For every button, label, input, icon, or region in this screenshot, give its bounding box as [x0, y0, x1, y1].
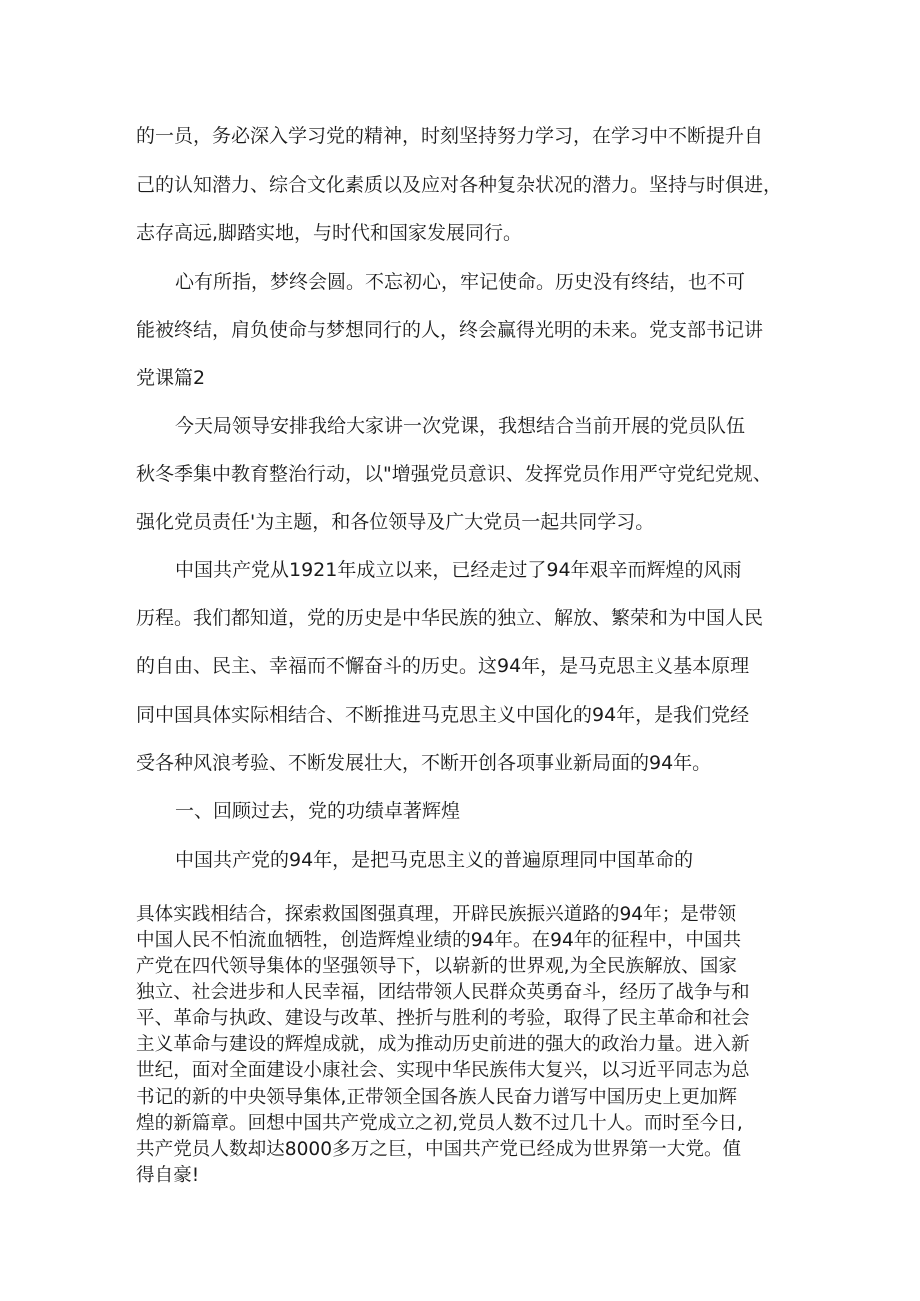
text-line: 中国共产党的94年，是把马克思主义的普遍原理同中国革命的: [175, 849, 694, 871]
text-line: 独立、社会进步和人民幸福，团结带领人民群众英勇奋斗，经历了战争与和: [136, 982, 750, 1003]
text-line: 的自由、民主、幸福而不懈奋斗的历史。这94年，是马克思主义基本原理: [136, 655, 750, 677]
section-heading: 一、回顾过去，党的功绩卓著辉煌: [175, 800, 461, 822]
text-line: 能被终结，肩负使命与梦想同行的人，终会赢得光明的未来。党支部书记讲: [136, 319, 764, 341]
text-line: 书记的新的中央领导集体,正带领全国各族人民奋力谱写中国历史上更加辉: [136, 1087, 737, 1108]
text-line: 今天局领导安排我给大家讲一次党课，我想结合当前开展的党员队伍: [175, 415, 746, 437]
text-line: 主义革命与建设的辉煌成就，成为推动历史前进的强大的政治力量。进入新: [136, 1034, 750, 1055]
text-line: 中国共产党从1921年成立以来，已经走过了94年艰辛而辉煌的风雨: [175, 559, 742, 581]
text-line: 的一员，务必深入学习党的精神，时刻坚持努力学习，在学习中不断提升自: [136, 125, 764, 147]
text-line: 煌的新篇章。回想中国共产党成立之初,党员人数不过几十人。而时至今日,: [136, 1113, 743, 1134]
text-line: 己的认知潜力、综合文化素质以及应对各种复杂状况的潜力。坚持与时俱进，: [136, 174, 783, 196]
text-line: 受各种风浪考验、不断发展壮大，不断开创各项事业新局面的94年。: [136, 752, 712, 774]
text-line: 秋冬季集中教育整治行动，以"增强党员意识、发挥党员作用严守党纪党规、: [136, 463, 772, 485]
text-line: 志存高远,脚踏实地，与时代和国家发展同行。: [136, 222, 523, 244]
text-line: 共产党员人数却达8000多万之巨，中国共产党已经成为世界第一大党。值: [136, 1139, 742, 1160]
text-line: 具体实践相结合，探索救国图强真理，开辟民族振兴道路的94年；是带领: [136, 904, 737, 925]
text-line: 世纪，面对全面建设小康社会、实现中华民族伟大复兴，以习近平同志为总: [136, 1060, 750, 1081]
section-heading: 党课篇2: [136, 367, 206, 389]
text-line: 中国人民不怕流血牺牲，创造辉煌业绩的94年。在94年的征程中，中国共: [136, 930, 742, 951]
text-line: 强化党员责任'为主题，和各位领导及广大党员一起共同学习。: [136, 511, 655, 533]
text-line: 同中国具体实际相结合、不断推进马克思主义中国化的94年，是我们党经: [136, 704, 750, 726]
text-line: 历程。我们都知道，党的历史是中华民族的独立、解放、繁荣和为中国人民: [136, 607, 764, 629]
text-line: 心有所指，梦终会圆。不忘初心，牢记使命。历史没有终结，也不可: [175, 271, 746, 293]
text-line: 产党在四代领导集体的坚强领导下，以崭新的世界观,为全民族解放、国家: [136, 956, 737, 977]
text-line: 平、革命与执政、建设与改革、挫折与胜利的考验，取得了民主革命和社会: [136, 1008, 750, 1029]
text-line: 得自豪!: [136, 1165, 200, 1186]
